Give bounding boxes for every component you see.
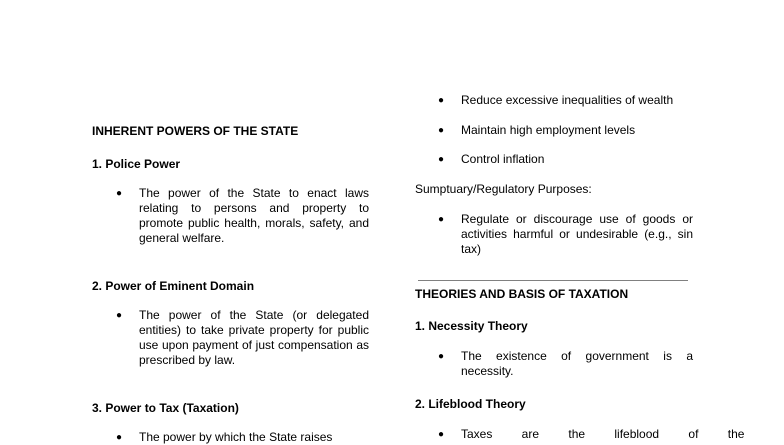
- bullet-icon: ●: [438, 351, 445, 362]
- necessity-theory-heading: 1. Necessity Theory: [415, 319, 528, 333]
- taxation-heading: 3. Power to Tax (Taxation): [92, 401, 239, 415]
- purpose-item-inflation: [438, 152, 693, 167]
- purpose-text-inflation: Control inflation: [461, 152, 545, 166]
- police-power-item: [116, 186, 369, 246]
- sumptuary-item: [438, 212, 693, 257]
- eminent-domain-heading: 2. Power of Eminent Domain: [92, 279, 255, 293]
- purpose-item-employment: [438, 123, 693, 138]
- section-title-theories: THEORIES AND BASIS OF TAXATION: [415, 287, 629, 301]
- eminent-domain-text: The power of the State (or delegated entities) to take private property for public use upon payment of just compensation as prescribed by law.: [139, 308, 369, 367]
- taxation-text: The power by which the State raises: [139, 430, 333, 444]
- sumptuary-label: Sumptuary/Regulatory Purposes:: [415, 182, 592, 196]
- eminent-domain-item: [116, 308, 369, 368]
- police-power-heading: 1. Police Power: [92, 157, 181, 171]
- necessity-theory-text: The existence of government is a necessity.: [461, 349, 693, 378]
- bullet-icon: ●: [438, 125, 445, 136]
- bullet-icon: ●: [116, 310, 123, 321]
- purpose-item-wealth: [438, 93, 693, 108]
- necessity-theory-item: [438, 349, 693, 379]
- police-power-text: The power of the State to enact laws relating to persons and property to promote public health, morals, safety, and general welfare.: [139, 186, 369, 245]
- bullet-icon: ●: [116, 432, 123, 443]
- bullet-icon: ●: [116, 188, 123, 199]
- purpose-text-employment: Maintain high employment levels: [461, 123, 636, 137]
- lifeblood-theory-item: [438, 427, 745, 442]
- bullet-icon: ●: [438, 95, 445, 106]
- section-title-inherent-powers: INHERENT POWERS OF THE STATE: [92, 124, 299, 138]
- bullet-icon: ●: [438, 429, 445, 440]
- bullet-icon: ●: [438, 154, 445, 165]
- lifeblood-theory-heading: 2. Lifeblood Theory: [415, 397, 526, 411]
- sumptuary-text: Regulate or discourage use of goods or activities harmful or undesirable (e.g., sin tax): [461, 212, 693, 256]
- taxation-item: [116, 430, 369, 445]
- section-divider: [418, 280, 688, 281]
- lifeblood-theory-text: Taxes are the lifeblood of the: [461, 427, 745, 441]
- purpose-text-wealth: Reduce excessive inequalities of wealth: [461, 93, 674, 107]
- bullet-icon: ●: [438, 214, 445, 225]
